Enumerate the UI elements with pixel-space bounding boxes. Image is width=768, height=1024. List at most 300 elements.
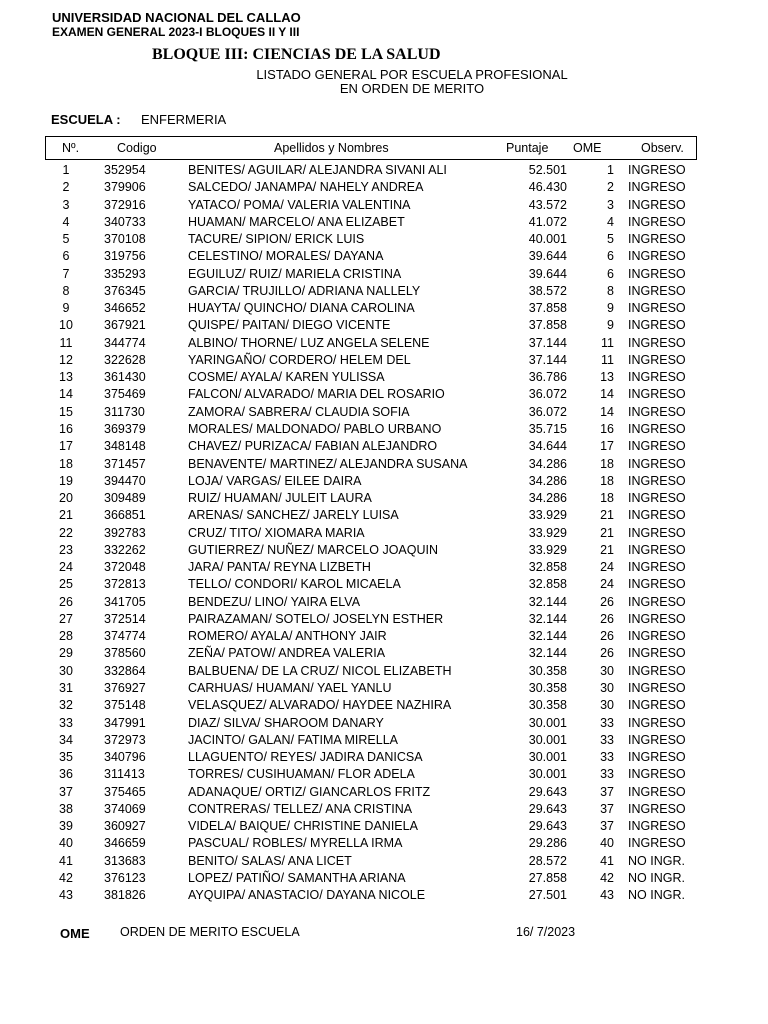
row-ome: 2 [607, 180, 614, 195]
row-ome: 14 [600, 387, 614, 402]
row-ome: 4 [607, 214, 614, 229]
row-nombre: CRUZ/ TITO/ XIOMARA MARIA [188, 525, 365, 540]
row-codigo: 379906 [104, 180, 146, 195]
table-row [0, 628, 768, 645]
row-puntaje: 30.358 [528, 680, 567, 695]
table-row [0, 784, 768, 801]
row-ome: 6 [607, 266, 614, 281]
row-number: 12 [59, 352, 73, 367]
column-header-puntaje: Puntaje [506, 141, 549, 155]
row-nombre: COSME/ AYALA/ KAREN YULISSA [188, 370, 385, 385]
row-number: 14 [59, 387, 73, 402]
row-codigo: 340796 [104, 750, 146, 765]
row-nombre: RUIZ/ HUAMAN/ JULEIT LAURA [188, 491, 372, 506]
table-row [0, 835, 768, 852]
row-ome: 42 [600, 870, 614, 885]
row-ome: 37 [600, 801, 614, 816]
row-nombre: GUTIERREZ/ NUÑEZ/ MARCELO JOAQUIN [188, 542, 439, 557]
row-codigo: 381826 [104, 888, 146, 903]
row-number: 40 [59, 836, 73, 851]
row-puntaje: 37.858 [528, 318, 567, 333]
row-puntaje: 32.144 [528, 611, 567, 626]
row-puntaje: 43.572 [528, 197, 567, 212]
row-puntaje: 33.929 [528, 542, 567, 557]
row-observ: INGRESO [628, 214, 686, 229]
row-codigo: 313683 [104, 853, 146, 868]
table-row [0, 853, 768, 870]
table-row [0, 231, 768, 248]
row-codigo: 341705 [104, 594, 146, 609]
row-observ: INGRESO [628, 560, 686, 575]
row-number: 23 [59, 542, 73, 557]
row-puntaje: 32.144 [528, 629, 567, 644]
row-ome: 40 [600, 836, 614, 851]
row-nombre: YARINGAÑO/ CORDERO/ HELEM DEL [188, 352, 411, 367]
row-codigo: 375465 [104, 784, 146, 799]
row-puntaje: 41.072 [528, 214, 567, 229]
escuela-value: ENFERMERIA [141, 112, 227, 127]
row-codigo: 348148 [104, 439, 146, 454]
list-subtitle: LISTADO GENERAL POR ESCUELA PROFESIONAL [256, 67, 568, 82]
row-nombre: CARHUAS/ HUAMAN/ YAEL YANLU [188, 680, 392, 695]
row-ome: 26 [600, 629, 614, 644]
row-codigo: 344774 [104, 335, 146, 350]
row-codigo: 376345 [104, 283, 146, 298]
row-number: 8 [62, 283, 70, 298]
row-codigo: 309489 [104, 491, 146, 506]
row-codigo: 394470 [104, 473, 146, 488]
row-observ: INGRESO [628, 750, 686, 765]
row-observ: INGRESO [628, 266, 686, 281]
row-puntaje: 32.144 [528, 646, 567, 661]
row-nombre: VELASQUEZ/ ALVARADO/ HAYDEE NAZHIRA [188, 698, 452, 713]
table-header [45, 136, 697, 160]
row-number: 11 [59, 335, 73, 350]
row-codigo: 346652 [104, 301, 146, 316]
row-nombre: LOPEZ/ PATIÑO/ SAMANTHA ARIANA [188, 870, 406, 885]
row-observ: INGRESO [628, 197, 686, 212]
row-observ: INGRESO [628, 732, 686, 747]
row-observ: INGRESO [628, 491, 686, 506]
table-row [0, 438, 768, 455]
row-puntaje: 30.001 [528, 767, 567, 782]
row-number: 35 [59, 750, 73, 765]
footer-ome-description: ORDEN DE MERITO ESCUELA [120, 925, 300, 939]
row-codigo: 347991 [104, 715, 146, 730]
row-ome: 41 [600, 853, 614, 868]
table-row [0, 352, 768, 369]
row-number: 39 [59, 819, 73, 834]
row-nombre: AYQUIPA/ ANASTACIO/ DAYANA NICOLE [188, 888, 426, 903]
table-row [0, 870, 768, 887]
row-number: 15 [59, 404, 73, 419]
row-codigo: 374069 [104, 801, 146, 816]
row-nombre: FALCON/ ALVARADO/ MARIA DEL ROSARIO [188, 387, 445, 402]
row-nombre: EGUILUZ/ RUIZ/ MARIELA CRISTINA [188, 266, 402, 281]
row-number: 32 [59, 698, 73, 713]
table-row [0, 663, 768, 680]
table-row [0, 801, 768, 818]
row-ome: 37 [600, 819, 614, 834]
row-nombre: BENITES/ AGUILAR/ ALEJANDRA SIVANI ALI [188, 163, 447, 177]
row-nombre: GARCIA/ TRUJILLO/ ADRIANA NALLELY [188, 283, 421, 298]
row-observ: INGRESO [628, 370, 686, 385]
row-puntaje: 37.144 [528, 352, 567, 367]
table-row [0, 611, 768, 628]
row-number: 37 [59, 784, 73, 799]
row-puntaje: 27.858 [528, 870, 567, 885]
row-number: 41 [59, 853, 73, 868]
row-observ: INGRESO [628, 180, 686, 195]
row-puntaje: 34.286 [528, 491, 567, 506]
table-row [0, 732, 768, 749]
row-ome: 8 [607, 283, 614, 298]
row-ome: 21 [600, 508, 614, 523]
row-ome: 30 [600, 663, 614, 678]
row-codigo: 370108 [104, 232, 146, 247]
row-observ: INGRESO [628, 387, 686, 402]
row-ome: 33 [600, 767, 614, 782]
row-ome: 33 [600, 715, 614, 730]
row-puntaje: 39.644 [528, 266, 567, 281]
row-codigo: 375148 [104, 698, 146, 713]
row-nombre: PASCUAL/ ROBLES/ MYRELLA IRMA [188, 836, 403, 851]
table-row [0, 179, 768, 196]
row-puntaje: 32.144 [528, 594, 567, 609]
row-observ: INGRESO [628, 439, 686, 454]
column-header-no: Nº. [62, 141, 80, 155]
row-observ: INGRESO [628, 836, 686, 851]
table-row [0, 818, 768, 835]
row-number: 29 [59, 646, 73, 661]
row-puntaje: 33.929 [528, 508, 567, 523]
row-ome: 16 [600, 421, 614, 436]
row-nombre: ARENAS/ SANCHEZ/ JARELY LUISA [188, 508, 399, 523]
footer-ome-label: OME [60, 926, 90, 941]
row-puntaje: 40.001 [528, 232, 567, 247]
row-puntaje: 29.643 [528, 819, 567, 834]
row-codigo: 376123 [104, 870, 146, 885]
table-row [0, 162, 768, 179]
row-observ: INGRESO [628, 819, 686, 834]
row-number: 3 [62, 197, 70, 212]
row-nombre: ALBINO/ THORNE/ LUZ ANGELA SELENE [188, 335, 430, 350]
row-nombre: YATACO/ POMA/ VALERIA VALENTINA [188, 197, 411, 212]
row-nombre: ADANAQUE/ ORTIZ/ GIANCARLOS FRITZ [188, 784, 431, 799]
row-number: 34 [59, 732, 73, 747]
row-observ: INGRESO [628, 301, 686, 316]
row-ome: 5 [607, 232, 614, 247]
row-number: 38 [59, 801, 73, 816]
row-codigo: 376927 [104, 680, 146, 695]
column-header-nombre: Apellidos y Nombres [274, 141, 389, 155]
row-ome: 13 [600, 370, 614, 385]
row-ome: 11 [601, 335, 614, 350]
row-number: 6 [62, 249, 70, 264]
row-observ: INGRESO [628, 249, 686, 264]
row-puntaje: 37.858 [528, 301, 567, 316]
row-observ: INGRESO [628, 163, 686, 177]
row-observ: INGRESO [628, 784, 686, 799]
row-observ: INGRESO [628, 594, 686, 609]
row-nombre: JACINTO/ GALAN/ FATIMA MIRELLA [188, 732, 399, 747]
table-row [0, 645, 768, 662]
row-observ: INGRESO [628, 611, 686, 626]
row-codigo: 375469 [104, 387, 146, 402]
row-nombre: TORRES/ CUSIHUAMAN/ FLOR ADELA [188, 767, 415, 782]
row-ome: 18 [600, 491, 614, 506]
table-row [0, 887, 768, 904]
row-number: 43 [59, 888, 73, 903]
row-ome: 26 [600, 611, 614, 626]
row-codigo: 372813 [104, 577, 146, 592]
row-nombre: JARA/ PANTA/ REYNA LIZBETH [188, 560, 371, 575]
table-row [0, 386, 768, 403]
row-puntaje: 29.643 [528, 801, 567, 816]
row-observ: INGRESO [628, 680, 686, 695]
row-ome: 24 [600, 560, 614, 575]
row-ome: 26 [600, 646, 614, 661]
row-nombre: ZAMORA/ SABRERA/ CLAUDIA SOFIA [188, 404, 410, 419]
row-ome: 9 [607, 301, 614, 316]
row-nombre: QUISPE/ PAITAN/ DIEGO VICENTE [188, 318, 391, 333]
table-row [0, 456, 768, 473]
table-row [0, 559, 768, 576]
row-observ: INGRESO [628, 698, 686, 713]
row-nombre: BENITO/ SALAS/ ANA LICET [188, 853, 352, 868]
row-nombre: TACURE/ SIPION/ ERICK LUIS [188, 232, 365, 247]
row-puntaje: 29.286 [528, 836, 567, 851]
row-nombre: TELLO/ CONDORI/ KAROL MICAELA [188, 577, 401, 592]
row-nombre: ZEÑA/ PATOW/ ANDREA VALERIA [188, 646, 386, 661]
row-ome: 3 [607, 197, 614, 212]
row-observ: NO INGR. [628, 853, 685, 868]
row-codigo: 369379 [104, 421, 146, 436]
row-nombre: SALCEDO/ JANAMPA/ NAHELY ANDREA [188, 180, 424, 195]
row-number: 16 [59, 421, 73, 436]
table-row [0, 680, 768, 697]
row-ome: 6 [607, 249, 614, 264]
table-row [0, 283, 768, 300]
row-puntaje: 37.144 [528, 335, 567, 350]
row-codigo: 340733 [104, 214, 146, 229]
row-observ: INGRESO [628, 767, 686, 782]
row-ome: 30 [600, 698, 614, 713]
row-ome: 24 [600, 577, 614, 592]
row-codigo: 311413 [104, 767, 145, 782]
table-row [0, 542, 768, 559]
row-observ: INGRESO [628, 352, 686, 367]
row-puntaje: 30.358 [528, 698, 567, 713]
table-row [0, 766, 768, 783]
row-puntaje: 35.715 [528, 421, 567, 436]
row-puntaje: 30.358 [528, 663, 567, 678]
table-row [0, 317, 768, 334]
row-observ: INGRESO [628, 421, 686, 436]
row-ome: 21 [600, 542, 614, 557]
list-order-subtitle: EN ORDEN DE MERITO [339, 81, 485, 96]
row-number: 36 [59, 767, 73, 782]
row-nombre: LLAGUENTO/ REYES/ JADIRA DANICSA [188, 750, 423, 765]
row-puntaje: 39.644 [528, 249, 567, 264]
row-ome: 37 [600, 784, 614, 799]
row-puntaje: 36.072 [528, 387, 567, 402]
row-codigo: 335293 [104, 266, 146, 281]
row-number: 28 [59, 629, 73, 644]
table-row [0, 749, 768, 766]
row-ome: 17 [600, 439, 614, 454]
row-puntaje: 46.430 [528, 180, 567, 195]
exam-title: EXAMEN GENERAL 2023-I BLOQUES II Y III [52, 25, 300, 39]
row-number: 21 [59, 508, 73, 523]
column-header-codigo: Codigo [117, 141, 157, 155]
row-nombre: ROMERO/ AYALA/ ANTHONY JAIR [188, 629, 387, 644]
row-nombre: BENDEZU/ LINO/ YAIRA ELVA [188, 594, 361, 609]
row-observ: INGRESO [628, 473, 686, 488]
row-ome: 14 [600, 404, 614, 419]
row-puntaje: 27.501 [528, 888, 567, 903]
row-codigo: 372048 [104, 560, 146, 575]
row-number: 13 [59, 370, 73, 385]
row-ome: 18 [600, 456, 614, 471]
table-row [0, 525, 768, 542]
row-nombre: CONTRERAS/ TELLEZ/ ANA CRISTINA [188, 801, 413, 816]
row-puntaje: 52.501 [528, 163, 567, 177]
row-number: 19 [59, 473, 73, 488]
table-row [0, 715, 768, 732]
row-number: 5 [62, 232, 70, 247]
row-observ: INGRESO [628, 715, 686, 730]
footer-date: 16/ 7/2023 [516, 925, 576, 939]
table-row [0, 300, 768, 317]
row-observ: INGRESO [628, 335, 686, 350]
row-puntaje: 34.286 [528, 456, 567, 471]
row-puntaje: 29.643 [528, 784, 567, 799]
row-puntaje: 28.572 [528, 853, 567, 868]
row-number: 22 [59, 525, 73, 540]
row-nombre: MORALES/ MALDONADO/ PABLO URBANO [188, 421, 442, 436]
row-ome: 21 [600, 525, 614, 540]
row-observ: INGRESO [628, 801, 686, 816]
row-nombre: BENAVENTE/ MARTINEZ/ ALEJANDRA SUSANA [188, 456, 468, 471]
row-nombre: VIDELA/ BAIQUE/ CHRISTINE DANIELA [188, 819, 418, 834]
row-number: 2 [62, 180, 70, 195]
row-number: 25 [59, 577, 73, 592]
row-number: 1 [62, 163, 70, 177]
row-nombre: LOJA/ VARGAS/ EILEE DAIRA [188, 473, 362, 488]
row-nombre: HUAYTA/ QUINCHO/ DIANA CAROLINA [188, 301, 415, 316]
results-table [0, 162, 768, 904]
row-number: 17 [59, 439, 73, 454]
row-puntaje: 30.001 [528, 715, 567, 730]
row-ome: 1 [607, 163, 614, 177]
row-puntaje: 36.072 [528, 404, 567, 419]
row-codigo: 319756 [104, 249, 146, 264]
table-row [0, 697, 768, 714]
table-row [0, 369, 768, 386]
row-nombre: PAIRAZAMAN/ SOTELO/ JOSELYN ESTHER [188, 611, 444, 626]
table-row [0, 266, 768, 283]
row-number: 42 [59, 870, 73, 885]
row-codigo: 372916 [104, 197, 146, 212]
row-puntaje: 34.644 [528, 439, 567, 454]
row-observ: INGRESO [628, 232, 686, 247]
row-codigo: 366851 [104, 508, 146, 523]
row-number: 30 [59, 663, 73, 678]
row-number: 26 [59, 594, 73, 609]
escuela-label: ESCUELA : [51, 112, 121, 127]
row-ome: 18 [600, 473, 614, 488]
row-codigo: 332262 [104, 542, 146, 557]
row-puntaje: 32.858 [528, 560, 567, 575]
row-number: 20 [59, 491, 73, 506]
row-number: 10 [59, 318, 73, 333]
row-nombre: HUAMAN/ MARCELO/ ANA ELIZABET [188, 214, 405, 229]
row-number: 31 [59, 680, 73, 695]
table-row [0, 404, 768, 421]
table-row [0, 335, 768, 352]
row-nombre: CELESTINO/ MORALES/ DAYANA [188, 249, 384, 264]
block-title: BLOQUE III: CIENCIAS DE LA SALUD [152, 46, 441, 63]
row-observ: NO INGR. [628, 888, 685, 903]
row-ome: 26 [600, 594, 614, 609]
row-number: 4 [62, 214, 70, 229]
row-nombre: DIAZ/ SILVA/ SHAROOM DANARY [188, 715, 384, 730]
table-row [0, 473, 768, 490]
table-row [0, 197, 768, 214]
row-observ: INGRESO [628, 404, 686, 419]
row-observ: INGRESO [628, 456, 686, 471]
table-row [0, 248, 768, 265]
row-ome: 9 [607, 318, 614, 333]
row-ome: 43 [600, 888, 614, 903]
row-number: 33 [59, 715, 73, 730]
table-row [0, 576, 768, 593]
row-ome: 33 [600, 750, 614, 765]
row-codigo: 372514 [104, 611, 146, 626]
row-observ: INGRESO [628, 646, 686, 661]
row-puntaje: 30.001 [528, 750, 567, 765]
table-row [0, 421, 768, 438]
row-codigo: 360927 [104, 819, 146, 834]
row-codigo: 322628 [104, 352, 146, 367]
row-puntaje: 38.572 [528, 283, 567, 298]
table-row [0, 490, 768, 507]
row-observ: INGRESO [628, 525, 686, 540]
row-puntaje: 36.786 [528, 370, 567, 385]
row-nombre: CHAVEZ/ PURIZACA/ FABIAN ALEJANDRO [188, 439, 438, 454]
row-number: 9 [62, 301, 70, 316]
row-observ: INGRESO [628, 577, 686, 592]
university-name: UNIVERSIDAD NACIONAL DEL CALLAO [52, 10, 301, 25]
row-codigo: 378560 [104, 646, 146, 661]
row-ome: 33 [600, 732, 614, 747]
row-puntaje: 34.286 [528, 473, 567, 488]
row-codigo: 332864 [104, 663, 146, 678]
row-puntaje: 30.001 [528, 732, 567, 747]
column-header-observ: Observ. [641, 141, 684, 155]
row-codigo: 352954 [104, 163, 146, 177]
row-number: 18 [59, 456, 73, 471]
row-observ: NO INGR. [628, 870, 685, 885]
row-puntaje: 33.929 [528, 525, 567, 540]
row-ome: 11 [601, 352, 614, 367]
table-row [0, 214, 768, 231]
column-header-ome: OME [573, 141, 602, 155]
row-codigo: 392783 [104, 525, 146, 540]
row-number: 27 [59, 611, 73, 626]
row-nombre: BALBUENA/ DE LA CRUZ/ NICOL ELIZABETH [188, 663, 452, 678]
